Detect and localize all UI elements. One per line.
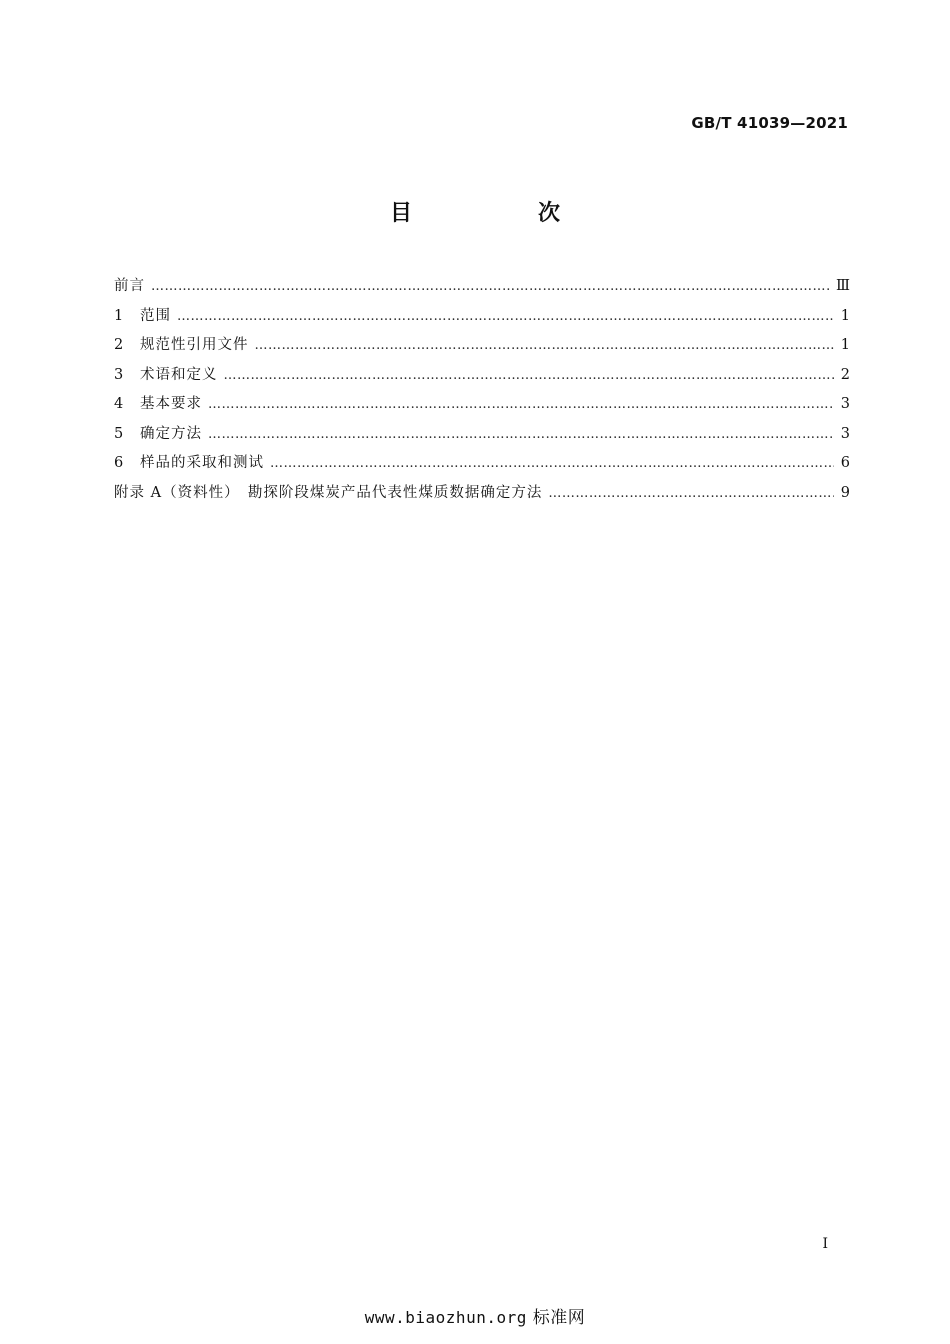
toc-entry-page: 3 [840, 396, 850, 412]
footer-site-name: 标准网 [532, 1308, 586, 1328]
toc-entry-label: 样品的采取和测试 [140, 455, 264, 471]
toc-dot-leader [270, 456, 834, 471]
toc-entry-foreword[interactable] [114, 274, 850, 304]
toc-entry-label: 规范性引用文件 [140, 337, 249, 353]
toc-entry-appendix-a[interactable] [114, 481, 850, 511]
standard-code: GB/T 41039—2021 [691, 114, 848, 132]
toc-entry-number: 1 [114, 307, 124, 324]
toc-entry-number: 4 [114, 396, 124, 412]
toc-dot-leader [208, 427, 834, 442]
toc-entry-number: 3 [114, 366, 124, 383]
toc-dot-leader [177, 309, 834, 324]
toc-entry-number: 6 [114, 455, 124, 471]
toc-entry-label: 术语和定义 [140, 366, 218, 383]
toc-entry-normative-references[interactable] [114, 333, 850, 363]
toc-entry-number: 2 [114, 337, 124, 353]
toc-entry-label: 范围 [140, 307, 171, 324]
toc-entry-number: 5 [114, 425, 124, 442]
toc-entry-page: 1 [840, 337, 850, 353]
page-number: Ⅰ [822, 1236, 828, 1252]
page-title: 目 次 [389, 201, 612, 226]
toc-dot-leader [548, 486, 834, 501]
footer-watermark [0, 1303, 950, 1328]
footer-url[interactable]: www.biaozhun.org [364, 1308, 527, 1327]
toc-entry-page: 6 [840, 455, 850, 471]
toc-entry-basic-requirements[interactable] [114, 392, 850, 422]
toc-dot-leader [151, 279, 830, 294]
toc-entry-page: 2 [840, 366, 850, 383]
toc-entry-sampling-testing[interactable] [114, 451, 850, 481]
toc-entry-page: 1 [840, 307, 850, 324]
toc-dot-leader [208, 397, 834, 412]
toc-entry-terms-definitions[interactable] [114, 363, 850, 393]
toc-entry-label: 前言 [114, 278, 145, 294]
toc-entry-determination-method[interactable] [114, 422, 850, 452]
toc-entry-page: Ⅲ [836, 278, 850, 294]
toc-entry-page: 9 [840, 484, 850, 501]
toc-dot-leader [224, 368, 835, 383]
toc-entry-page: 3 [840, 425, 850, 442]
toc-entry-scope[interactable] [114, 304, 850, 334]
toc-dot-leader [255, 338, 835, 353]
toc-entry-label: 确定方法 [140, 425, 202, 442]
table-of-contents [114, 274, 850, 510]
toc-entry-label: 附录 A（资料性） 勘探阶段煤炭产品代表性煤质数据确定方法 [114, 484, 543, 501]
toc-entry-label: 基本要求 [140, 396, 202, 412]
